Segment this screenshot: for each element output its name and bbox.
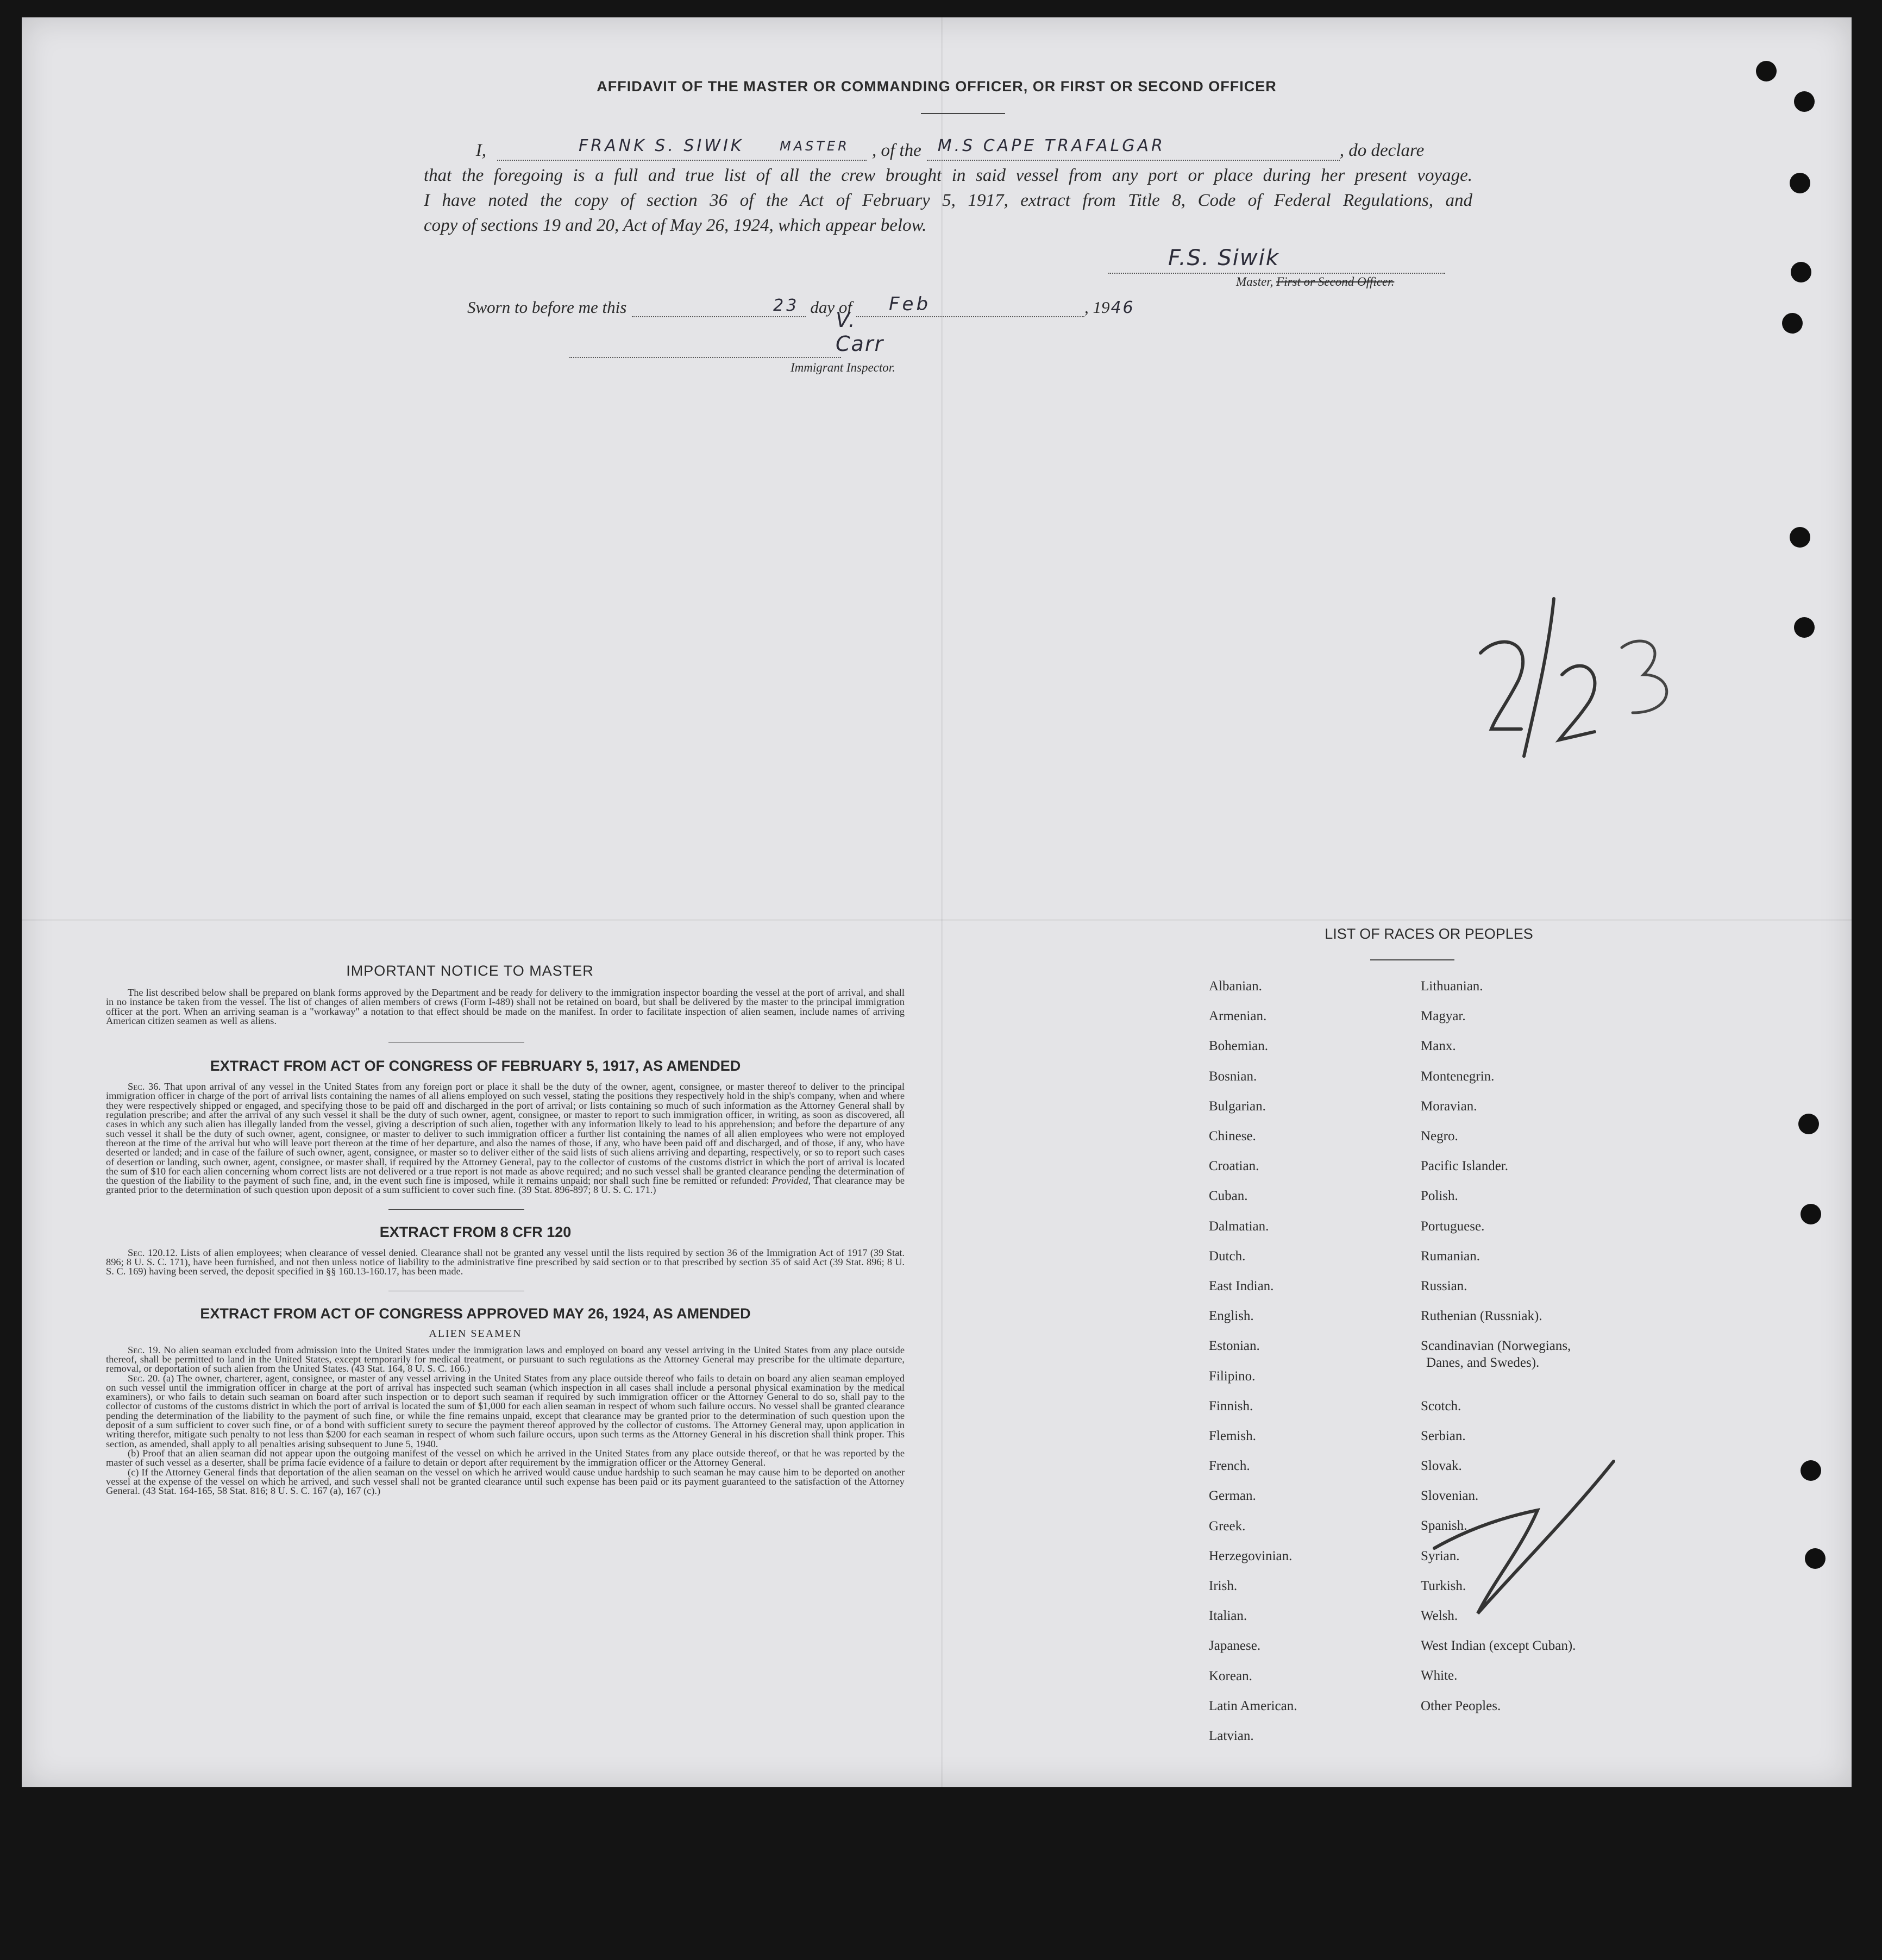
race-item: Bohemian. — [1209, 1039, 1269, 1054]
fold-line-horizontal — [22, 919, 1852, 921]
sec-120-text: Lists of alien employees; when clearance of vessel denied. Clearance shall not be granted any vessel until the lists required by section 36 of the Immigration Act of 1917 (39 Stat. 896; 8 U. S. C. 171), have been furnished, and not then unless notice of liability to the administrative fine prescribed by said section or to that prescribed by section 35 of said Act (39 Stat. 896; 8 U. S. C. 169) having been served, the deposit specified in §§ 160.13-160.17, has been made. — [106, 1247, 905, 1277]
binder-hole — [1790, 173, 1810, 193]
race-item: Russian. — [1421, 1279, 1467, 1293]
race-item: White. — [1421, 1668, 1458, 1683]
binder-hole — [1805, 1548, 1825, 1569]
sec-20a-body: (a) The owner, charterer, agent, consignee, or master of any vessel arriving in the United States from any place outside thereof who fails to detain on board any alien seaman employed on such vessel until the immigration officer in charge at the port of arrival has inspected such seaman (which inspection in all cases shall include a personal physical examination by the medical examiners), or who fails to detain such seaman on board after such inspection or to deport such seaman if required by such immigration officer or the Attorney General to do so, shall pay to the collector of customs of the customs district in which the port of arrival is located the sum of $1,000 for each alien seaman in respect of whom such failure occurs. No vessel shall be granted clearance pending the determination of the liability to the payment of such fine, or while the fine remains unpaid, except that clearance may be granted prior to the determination of such question upon the deposit of a sum sufficient to cover such fine, or of a bond with sufficient surety to secure the payment thereof approved by the collector of customs. The Attorney General may, upon application in writing therefor, mitigate such penalty to not less than $200 for each seaman in respect of whom such failure occurs, upon such terms as the Attorney General in his discretion shall think proper. This section, as amended, shall apply to all penalties arising subsequent to June 5, 1940. — [106, 1372, 905, 1449]
inspector-signature: V. Carr — [836, 308, 884, 356]
race-item: Filipino. — [1209, 1368, 1256, 1384]
handwritten-vessel: M.S CAPE TRAFALGAR — [937, 136, 1165, 155]
race-item: Finnish. — [1209, 1398, 1253, 1414]
extract-1917-text — [106, 1082, 905, 1195]
race-item: Greek. — [1209, 1518, 1246, 1534]
race-item: Dalmatian. — [1209, 1218, 1269, 1234]
race-item: Albanian. — [1209, 979, 1262, 994]
binder-hole — [1798, 1114, 1819, 1134]
handwritten-name: FRANK S. SIWIK — [579, 136, 744, 155]
handwritten-number-strokes — [1459, 566, 1698, 772]
extract-1917-title: EXTRACT FROM ACT OF CONGRESS OF FEBRUARY 5, 1917, AS AMENDED — [210, 1058, 741, 1075]
sec-120-label: Sec. 120.12. — [128, 1247, 178, 1258]
handwritten-month: Feb — [888, 293, 931, 315]
year-prefix: , 19 — [1084, 298, 1110, 317]
handwritten-year: 46 — [1111, 298, 1135, 317]
race-item: Manx. — [1421, 1039, 1456, 1054]
day-of-label: day of — [810, 298, 852, 317]
sec-36-label: Sec. 36. — [128, 1081, 161, 1092]
race-item: Magyar. — [1421, 1009, 1466, 1024]
name-field — [497, 138, 867, 161]
affidavit-line-3: I have noted the copy of section 36 of the Act of February 5, 1917, extract from Title 8, Code of Federal Regulations, and — [424, 191, 1472, 210]
extract-cfr-title: EXTRACT FROM 8 CFR 120 — [379, 1223, 572, 1240]
title-rule — [921, 113, 1005, 114]
race-item: Scotch. — [1421, 1398, 1461, 1414]
extract-1924-title: EXTRACT FROM ACT OF CONGRESS APPROVED MAY 26, 1924, AS AMENDED — [200, 1305, 751, 1322]
race-item: Spanish. — [1421, 1518, 1467, 1534]
race-item: Pacific Islander. — [1421, 1159, 1509, 1174]
handwritten-number — [1459, 566, 1698, 772]
affidavit-line-1 — [424, 138, 1472, 163]
sec-19-body: No alien seaman excluded from admission into the United States under the immigration laws and employed on board any vessel arriving in the United States from any place outside thereof, shall be permitted to land in the United States, except temporarily for medical treatment, or pursuant to such regulations as the Attorney General may prescribe for the ultimate departure, removal, or deportation of such alien from the United States. (43 Stat. 164, 8 U. S. C. 166.) — [106, 1344, 905, 1374]
race-item: German. — [1209, 1488, 1256, 1504]
race-item: Lithuanian. — [1421, 979, 1483, 994]
race-item: Slovak. — [1421, 1459, 1462, 1473]
race-item: Montenegrin. — [1421, 1069, 1495, 1084]
sec-20-label: Sec. 20. — [128, 1372, 160, 1384]
sec-19-text — [106, 1346, 905, 1374]
race-item: Moravian. — [1421, 1098, 1477, 1114]
race-item: Bulgarian. — [1209, 1098, 1266, 1114]
binder-hole — [1801, 1204, 1821, 1224]
race-item: Serbian. — [1421, 1428, 1466, 1443]
master-caption — [1236, 275, 1394, 289]
race-item: Bosnian. — [1209, 1069, 1257, 1084]
race-item: Ruthenian (Russniak). — [1421, 1309, 1542, 1324]
race-item: Korean. — [1209, 1668, 1252, 1683]
inspector-signature-line — [569, 308, 884, 358]
sec-36-text-end: That clearance may be granted prior to the determination of such question upon deposit of a sum sufficient to cover such fine. (39 Stat. 896-897; 8 U. S. C. 171.) — [106, 1175, 905, 1196]
fold-line-vertical — [941, 17, 943, 1787]
race-item: English. — [1209, 1309, 1254, 1324]
race-item: Cuban. — [1209, 1189, 1248, 1204]
do-declare-label: , do declare — [1339, 141, 1425, 160]
races-rule — [1370, 959, 1454, 960]
affidavit-line-2: that the foregoing is a full and true list of all the crew brought in said vessel from any port or place during her present voyage. — [424, 166, 1472, 185]
race-item: Latvian. — [1209, 1729, 1254, 1743]
race-item: Polish. — [1421, 1189, 1458, 1204]
inspector-caption: Immigrant Inspector. — [791, 361, 895, 374]
sworn-line — [467, 294, 1135, 317]
sec-19-label: Sec. 19. — [128, 1344, 161, 1355]
sec-20a-text — [106, 1374, 905, 1449]
master-signature-line — [1108, 246, 1445, 274]
race-item: Slovenian. — [1421, 1488, 1479, 1504]
binder-hole — [1790, 527, 1810, 548]
sec-20b-text: (b) Proof that an alien seaman did not appear upon the outgoing manifest of the vessel on which he arrived in the United States from any place outside thereof, or that he was reported by the master of such vessel as a deserter, shall be prima facie evidence of a failure to detain or deport after requirement by the immigration officer or the Attorney General. — [106, 1447, 905, 1468]
race-item: Croatian. — [1209, 1159, 1259, 1174]
race-item: Dutch. — [1209, 1248, 1246, 1264]
extract-1924-subtitle: ALIEN SEAMEN — [429, 1327, 522, 1340]
race-item: Turkish. — [1421, 1578, 1466, 1593]
race-item: Scandinavian (Norwegians, — [1421, 1339, 1571, 1354]
master-caption-struck: First or Second Officer. — [1276, 275, 1395, 288]
sec-36-provided: Provided, — [771, 1175, 811, 1186]
binder-hole — [1756, 61, 1777, 81]
race-item: Danes, and Swedes). — [1426, 1355, 1540, 1370]
race-item: Armenian. — [1209, 1009, 1267, 1024]
race-item: Latin American. — [1209, 1698, 1297, 1713]
sworn-day-field — [632, 294, 806, 317]
race-item: Rumanian. — [1421, 1248, 1480, 1264]
sec-20c-text: (c) If the Attorney General finds that deportation of the alien seaman on the vessel on which he arrived would cause undue hardship to such seaman he may cause him to be deported on another vessel at the expense of the vessel on which he arrived, and such vessel shall not be granted clearance until such expense has been paid or its payment guaranteed to the satisfaction of the Attorney General. (43 Stat. 164-165, 58 Stat. 816; 8 U. S. C. 167 (a), 167 (c).) — [106, 1466, 905, 1497]
race-item: Other Peoples. — [1421, 1698, 1501, 1713]
race-item: Irish. — [1209, 1579, 1238, 1593]
race-item: French. — [1209, 1459, 1250, 1474]
race-item: Herzegovinian. — [1209, 1548, 1293, 1563]
of-the-label: , of the — [872, 141, 921, 160]
extract-cfr-text — [106, 1248, 905, 1277]
sworn-label: Sworn to before me this — [467, 298, 627, 317]
binder-hole — [1801, 1460, 1821, 1481]
race-item: Flemish. — [1209, 1429, 1256, 1443]
sec-36-text: That upon arrival of any vessel in the United States from any foreign port or place it shall be the duty of the owner, agent, consignee, or master thereof to deliver to the principal immigration officer in charge of the port of arrival lists containing the names of all aliens employed on such vessel, stating the positions they respectively hold in the ship's company, when and where they were respectively shipped or engaged, and specifying those to be paid off and discharged in the port of arrival; or lists containing so much of such information as the Attorney General shall by regulation prescribe; and after the arrival of any such vessel it shall be the duty of such owner, agent, consignee, or master to report to such immigration officer, in writing, as soon as discovered, all cases in which any such alien has illegally landed from the vessel, giving a description of such alien, together with any information likely to lead to his apprehension; and before the departure of any such vessel it shall be the duty of such owner, agent, consignee, or master to deliver to such immigration officer a further list containing the names of all alien employees who were not employed thereon at the time of the arrival but who will leave port thereon at the time of her departure, and also the names of those, if any, who have been paid off and discharged, and of those, if any, who have deserted or landed; and in case of the failure of such owner, agent, consignee, or master so to deliver either of the said lists of such aliens arriving and departing, respectively, or so to report such cases of desertion or landing, such owner, agent, consignee, or master shall, if required by the Attorney General, pay to the collector of customs of the customs district in which the port of arrival is located the sum of $10 for each alien concerning whom correct lists are not delivered or a true report is not made as above required; and no such vessel shall be granted clearance pending the determination of the question of the liability to the payment of such fine, and, in the event such fine is imposed, while it remains unpaid; nor shall such fine be remitted or refunded: — [106, 1081, 905, 1186]
race-item: Italian. — [1209, 1609, 1247, 1624]
notice-text: The list described below shall be prepared on blank forms approved by the Department and be ready for delivery to the immigration inspector boarding the vessel at the port of arrival, and shall in no instance be taken from the vessel. The list of changes of alien members of crews (Form I-489) shall not be retained on board, but shall be delivered by the master to the principal immigration officer at the port. When an arriving seaman is a "workaway" a notation to that effect should be made on the manifest. In order to facilitate inspection of alien seamen, include names of arriving American citizen seamen as well as aliens. — [106, 987, 905, 1026]
race-item: Japanese. — [1209, 1638, 1261, 1654]
binder-hole — [1794, 617, 1815, 638]
pronoun: I, — [475, 141, 486, 160]
extract-1917-rule — [388, 1209, 524, 1210]
master-signature: F.S. Siwik — [1168, 246, 1279, 271]
race-item: East Indian. — [1209, 1279, 1274, 1293]
race-item: Syrian. — [1421, 1548, 1460, 1563]
binder-hole — [1791, 262, 1811, 282]
vessel-field — [927, 138, 1340, 161]
binder-hole — [1794, 91, 1815, 112]
binder-hole — [1782, 313, 1803, 334]
sworn-month-field — [856, 294, 1084, 317]
race-item: West Indian (except Cuban). — [1421, 1638, 1576, 1654]
races-title: LIST OF RACES OR PEOPLES — [1325, 926, 1533, 942]
master-caption-master: Master, — [1236, 275, 1274, 288]
race-item: Welsh. — [1421, 1609, 1458, 1623]
race-item: Portuguese. — [1421, 1218, 1485, 1234]
handwritten-rank: MASTER — [780, 139, 850, 154]
notice-title: IMPORTANT NOTICE TO MASTER — [346, 963, 594, 979]
notice-section — [106, 963, 905, 1496]
race-item: Negro. — [1421, 1129, 1458, 1144]
affidavit-body — [424, 138, 1472, 238]
affidavit-line-4: copy of sections 19 and 20, Act of May 26, 1924, which appear below. — [424, 216, 927, 235]
race-item: Estonian. — [1209, 1339, 1260, 1354]
affidavit-title: AFFIDAVIT OF THE MASTER OR COMMANDING OFFICER, OR FIRST OR SECOND OFFICER — [597, 78, 1277, 95]
handwritten-day: 23 — [773, 296, 800, 315]
race-item: Chinese. — [1209, 1129, 1256, 1144]
document-page — [22, 17, 1852, 1787]
